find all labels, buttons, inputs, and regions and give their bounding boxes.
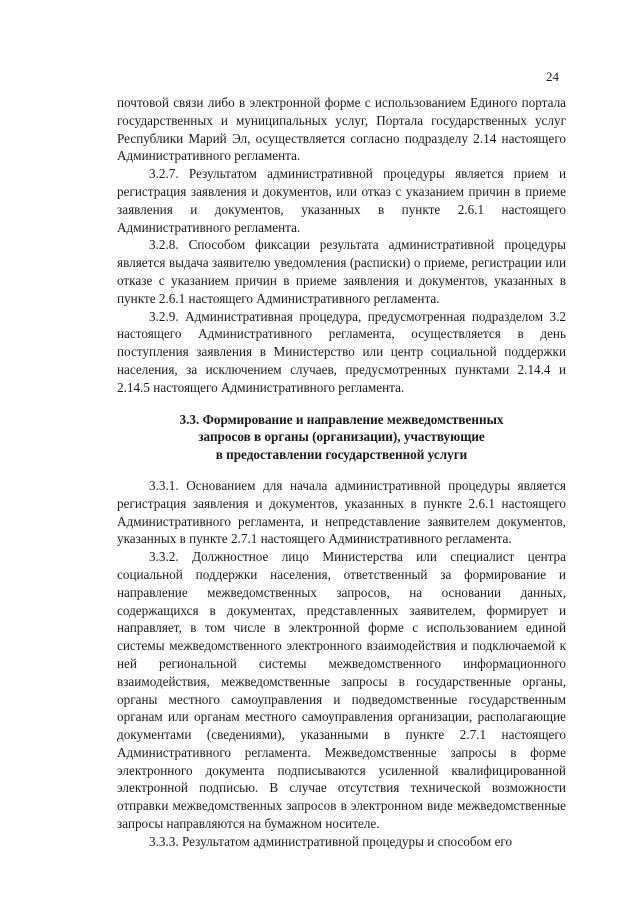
paragraph-3-3-3: 3.3.3. Результатом административной процедуры и способом его bbox=[149, 833, 513, 849]
paragraph-continuation: почтовой связи либо в электронной форме с использованием Единого портала государственных и муниципальных услуг, Портала государственных услуг Республики Марий Эл, осуществляется согласно подразделу 2.14 настоящего Административного регламента. bbox=[117, 95, 566, 164]
paragraph-3-2-7: 3.2.7. Результатом административной процедуры является прием и регистрация заявления и документов, или отказ с указанием причин в приеме заявления и документов, указанных в пункте 2.6.1 настоящего Административного регламента. bbox=[117, 166, 566, 235]
page-number: 24 bbox=[546, 69, 559, 84]
paragraph-3-3-2: 3.3.2. Должностное лицо Министерства или специалист центра социальной поддержки населения, ответственный за формирование и направление межведомственных запросов, на основании данных, содержащихся в документах, представленных заявителем, формирует и направляет, в том числе в электронной форме с использованием единой системы межведомственного электронного взаимодействия и подключаемой к ней региональной системы межведомственного информационного взаимодействия, межведомственные запросы в государственные органы, органы местного самоуправления и подведомственные государственным органам или органам местного самоуправления организации, располагающие документами (сведениями), указанными в пункте 2.7.1 настоящего Административного регламента. Межведомственные запросы в форме электронного документа подписываются усиленной квалифицированной электронной подписью. В случае отсутствия технической возможности отправки межведомственных запросов в электронном виде межведомственные запросы направляются на бумажном носителе. bbox=[117, 549, 566, 832]
section-heading-line: запросов в органы (организации), участвующие bbox=[198, 429, 485, 445]
paragraph-3-3-1: 3.3.1. Основанием для начала административной процедуры является регистрация заявления и документов, указанных в пункте 2.6.1 настоящего Административного регламента, и непредставление заявителем документов, указанных в пункте 2.7.1 настоящего Административного регламента. bbox=[117, 477, 566, 547]
paragraph-3-2-8: 3.2.8. Способом фиксации результата административной процедуры является выдача заявителю уведомления (расписки) о приеме, регистрации или отказе с указанием причин в приеме заявления и документов, указанных в пункте 2.6.1 настоящего Административного регламента. bbox=[117, 237, 566, 306]
paragraph-3-2-9: 3.2.9. Административная процедура, предусмотренная подразделом 3.2 настоящего Административного регламента, осуществляется в день поступления заявления в Министерство или центр социальной поддержки населения, за исключением случаев, предусмотренных пунктами 2.14.4 и 2.14.5 настоящего Административного регламента. bbox=[117, 308, 566, 395]
section-heading-line: 3.3. Формирование и направление межведомственных bbox=[179, 411, 504, 427]
document-body bbox=[117, 94, 566, 851]
section-heading-3-3 bbox=[117, 411, 566, 464]
section-heading-line: в предоставлении государственной услуги bbox=[215, 447, 468, 463]
